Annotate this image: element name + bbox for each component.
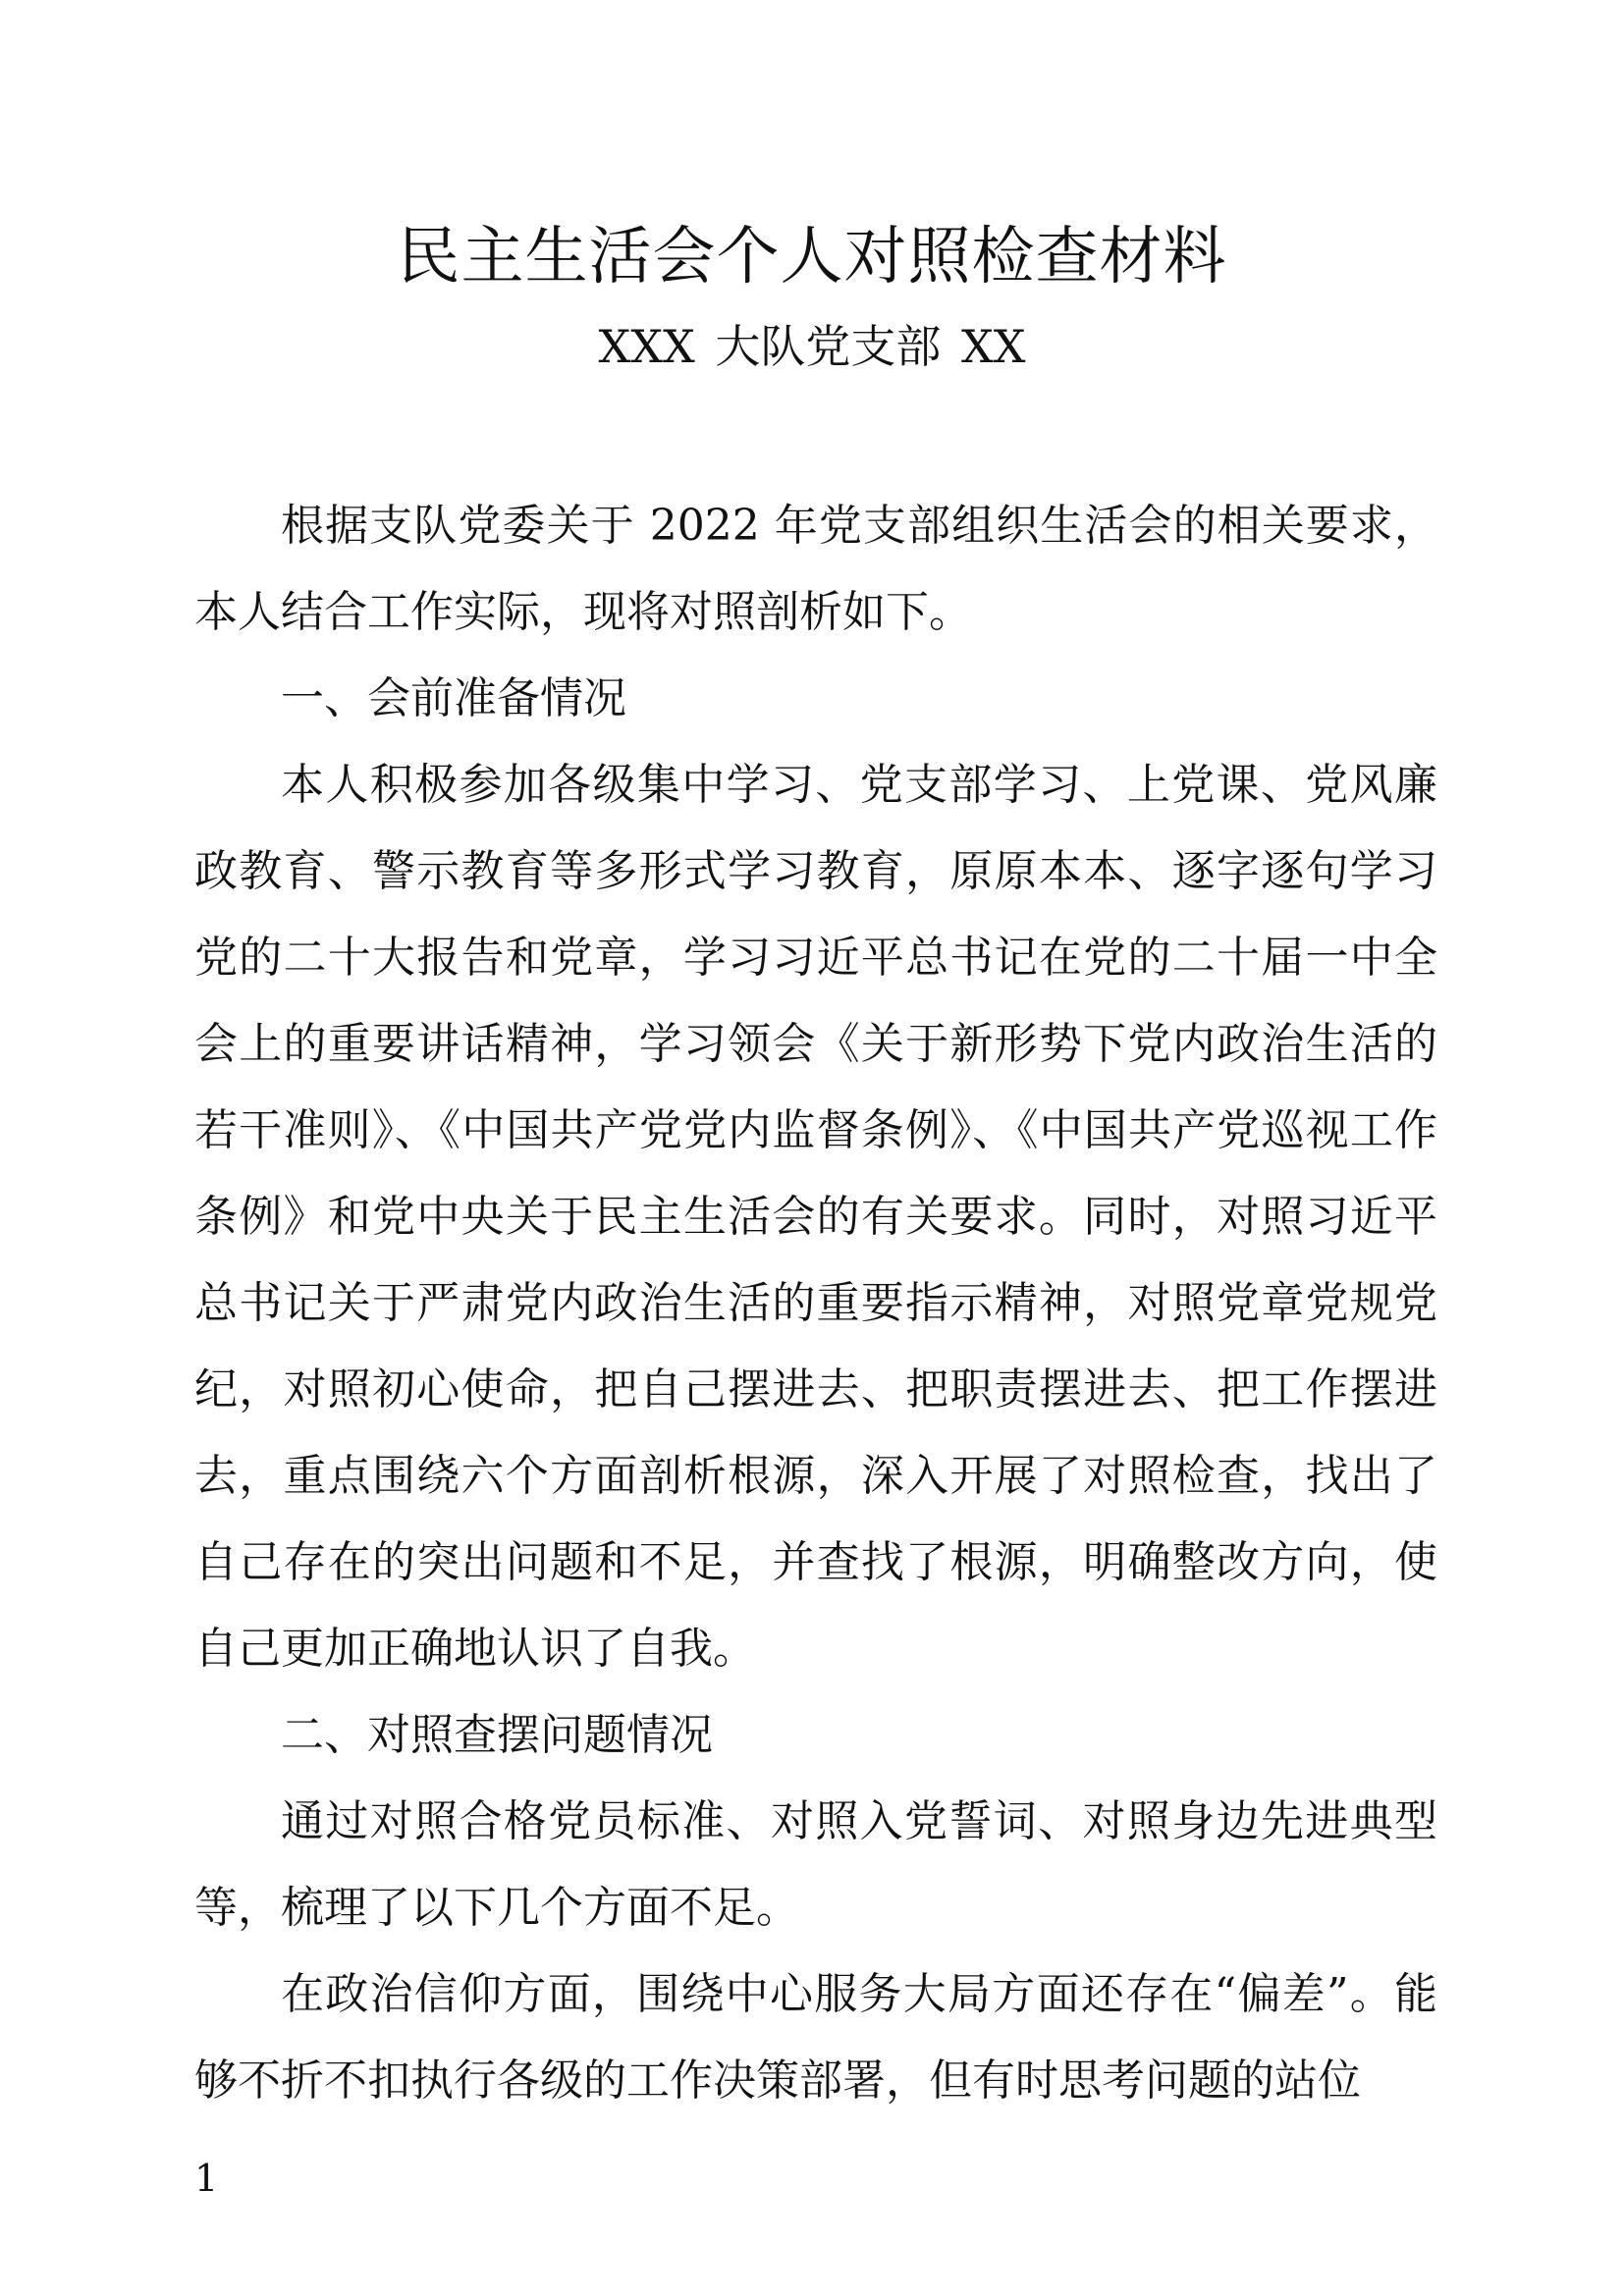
section-heading-problems: 二、对照查摆问题情况 — [281, 1710, 713, 1760]
document-body — [194, 483, 1437, 2124]
page-number: 1 — [194, 2157, 219, 2200]
document-title: 民主生活会个人对照检查材料 — [397, 221, 1227, 294]
paragraph-preparation: 本人积极参加各级集中学习、党支部学习、上党课、党风廉政教育、警示教育等多形式学习教育，原原本本、逐字逐句学习党的二十大报告和党章，学习习近平总书记在党的二十届一中全会上的重要讲话精神，学习领会《关于新形势下党内政治生活的若干准则》、《中国共产党党内监督条例》、《中国共产党巡视工作条例》和党中央关于民主生活会的有关要求。同时，对照习近平总书记关于严肃党内政治生活的重要指示精神，对照党章党规党纪，对照初心使命，把自己摆进去、把职责摆进去、把工作摆进去，重点围绕六个方面剖析根源，深入开展了对照检查，找出了自己存在的突出问题和不足，并查找了根源，明确整改方向，使自己更加正确地认识了自我。 — [194, 760, 1437, 1674]
document-subtitle: XXX 大队党支部 XX — [598, 320, 1026, 373]
paragraph-intro: 根据支队党委关于 2022 年党支部组织生活会的相关要求，本人结合工作实际，现将对照剖析如下。 — [194, 501, 1437, 637]
paragraph-political-belief: 在政治信仰方面，围绕中心服务大局方面还存在“偏差”。能够不折不扣执行各级的工作决策部署，但有时思考问题的站位 — [194, 1969, 1437, 2106]
paragraph-problems-intro: 通过对照合格党员标准、对照入党誓词、对照身边先进典型等，梳理了以下几个方面不足。 — [194, 1796, 1437, 1933]
section-heading-preparation: 一、会前准备情况 — [281, 673, 626, 723]
